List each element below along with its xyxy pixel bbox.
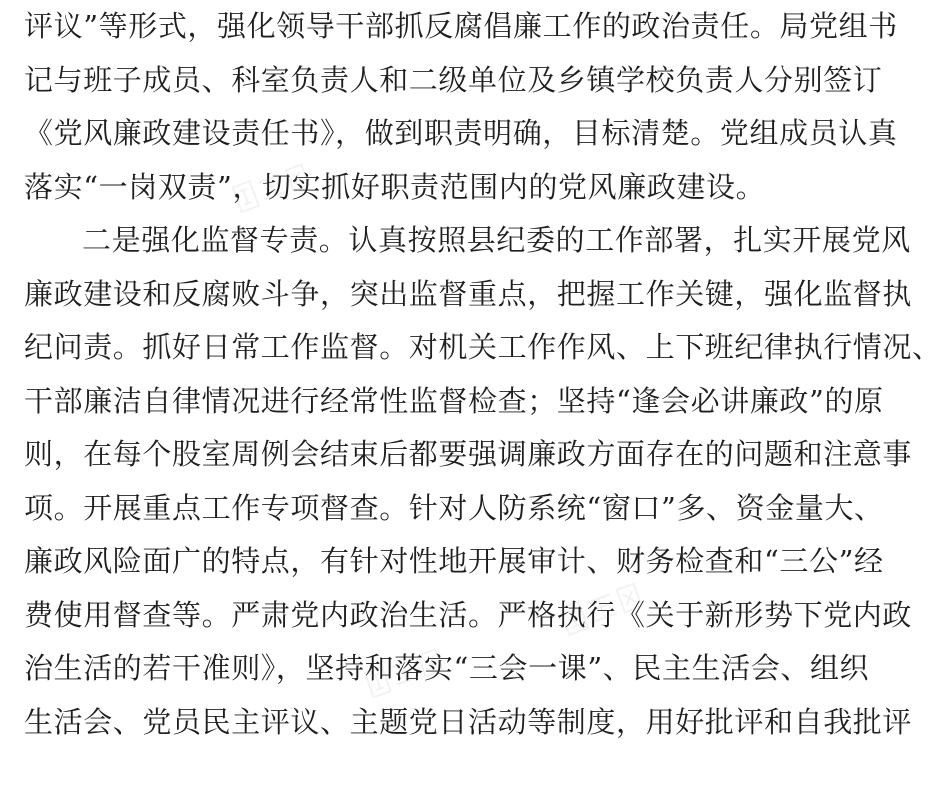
text-line-7: 纪问责。抓好日常工作监督。对机关工作作风、上下班纪律执行情况、	[24, 330, 942, 364]
text-line-3: 《党风廉政建设责任书》，做到职责明确，目标清楚。党组成员认真	[24, 116, 898, 150]
text-line-9: 则，在每个股室周例会结束后都要强调廉政方面存在的问题和注意事	[24, 437, 913, 471]
text-line-2: 记与班子成员、科室负责人和二级单位及乡镇学校负责人分别签订	[24, 62, 883, 97]
text-line-12: 费使用督查等。严肃党内政治生活。严格执行《关于新形势下党内政	[24, 597, 913, 632]
text-line-10: 项。开展重点工作专项督查。针对人防系统“窗口”多、资金量大、	[24, 490, 884, 525]
text-line-11: 廉政风险面广的特点，有针对性地开展审计、财务检查和“三公”经	[24, 544, 884, 578]
text-line-5: 二是强化监督专责。认真按照县纪委的工作部署，扎实开展党风	[82, 223, 911, 257]
text-line-14: 生活会、党员民主评议、主题党日活动等制度，用好批评和自我批评	[24, 704, 913, 739]
document-body	[24, 0, 942, 749]
text-line-6: 廉政建设和反腐败斗争，突出监督重点，把握工作关键，强化监督执	[24, 276, 913, 311]
text-line-1: 评议”等形式，强化领导干部抓反腐倡廉工作的政治责任。局党组书	[24, 9, 898, 43]
text-line-8: 干部廉洁自律情况进行经常性监督检查；坚持“逢会必讲廉政”的原	[24, 383, 884, 418]
text-line-13: 治生活的若干准则》，坚持和落实“三会一课”、民主生活会、组织	[24, 651, 870, 685]
text-line-4: 落实“一岗双责”，切实抓好职责范围内的党风廉政建设。	[24, 169, 766, 204]
